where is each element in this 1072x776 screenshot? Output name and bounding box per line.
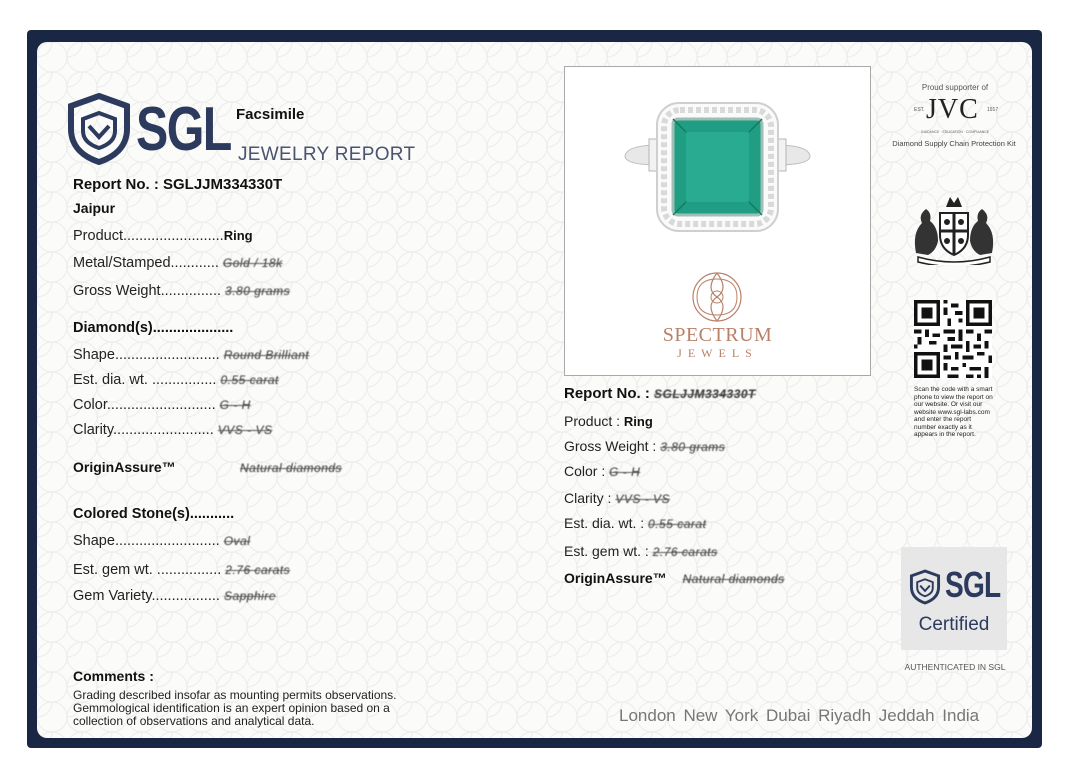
- origin-value: Natural diamonds: [240, 461, 343, 475]
- comments-line-1: Grading described insofar as mounting permits observations.: [73, 688, 397, 702]
- colored-heading-row: Colored Stone(s)...........: [73, 506, 235, 522]
- diamond-heading-row: Diamond(s)....................: [73, 320, 234, 336]
- color-label: Color: [73, 397, 107, 413]
- gross-value: 3.80 grams: [225, 284, 291, 298]
- right-report-label: Report No. :: [564, 385, 650, 402]
- authenticated-label: AUTHENTICATED IN SGL: [904, 662, 1006, 672]
- origin-value-wrap: [240, 460, 342, 476]
- gross-label: Gross Weight: [73, 283, 161, 299]
- office-cities: London New York Dubai Riyadh Jeddah India: [619, 706, 980, 725]
- proud-supporter: Proud supporter of: [921, 83, 989, 92]
- shape-label: Shape: [73, 347, 115, 363]
- cshape-label: Shape: [73, 533, 115, 549]
- jvc-year: 1917: [987, 107, 999, 113]
- right-clarity-value: VVS - VS: [615, 492, 671, 506]
- sgl-shield-icon: [66, 93, 132, 165]
- gross-row: Gross Weight............... 3.80 grams: [73, 283, 291, 299]
- jvc-caption: Diamond Supply Chain Protection Kit: [892, 139, 1016, 148]
- estdia-label: Est. dia. wt.: [73, 372, 148, 388]
- comments-title: Comments :: [73, 668, 154, 684]
- estdia-value: 0.55 carat: [220, 373, 279, 387]
- right-product-label: Product :: [564, 413, 621, 429]
- right-color-row: [564, 463, 640, 479]
- spectrum-sub: JEWELS: [677, 346, 758, 360]
- diamond-heading: Diamond(s): [73, 320, 153, 336]
- variety-value: Sapphire: [223, 589, 276, 603]
- origin-label: OriginAssure™: [73, 459, 176, 475]
- sgl-logo-text: SGL: [136, 95, 231, 164]
- variety-row: Gem Variety................. Sapphire: [73, 588, 276, 604]
- right-gross-row: [564, 438, 725, 454]
- gemwt-label: Est. gem wt.: [73, 562, 153, 578]
- variety-label: Gem Variety: [73, 588, 152, 604]
- metal-label: Metal/Stamped: [73, 255, 171, 271]
- product-value: Ring: [223, 228, 253, 243]
- sgl-certified-badge: [901, 547, 1007, 650]
- jvc-logo: JVC: [926, 94, 979, 125]
- right-report-row: [564, 385, 756, 402]
- right-estdia-label: Est. dia. wt. :: [564, 515, 645, 531]
- metal-value: Gold / 18k: [222, 256, 283, 270]
- right-origin-label: OriginAssure™: [564, 570, 667, 586]
- right-gemwt-label: Est. gem wt. :: [564, 543, 649, 559]
- right-gross-label: Gross Weight :: [564, 438, 657, 454]
- color-row: Color........................... G - H: [73, 397, 251, 413]
- product-label: Product: [73, 228, 123, 244]
- shape-value: Round Brilliant: [223, 348, 310, 362]
- right-clarity-label: Clarity :: [564, 490, 612, 506]
- right-color-value: G - H: [609, 465, 641, 479]
- shape-row: Shape.......................... Round Brilliant: [73, 347, 310, 363]
- cshape-row: Shape.......................... Oval: [73, 533, 251, 549]
- jewelry-photo: [564, 66, 871, 376]
- right-gross-value: 3.80 grams: [660, 440, 726, 454]
- spectrum-logo-icon: [680, 267, 754, 327]
- estdia-row: Est. dia. wt. ................ 0.55 carat: [73, 372, 279, 388]
- ring-icon: [565, 67, 870, 242]
- report-type: JEWELRY REPORT: [238, 144, 416, 165]
- comments-body: [73, 689, 397, 728]
- right-estdia-row: [564, 515, 706, 531]
- certified-shield-icon: [909, 568, 941, 606]
- facsimile-label: Facsimile: [236, 106, 305, 123]
- comments-line-3: collection of observations and analytical data.: [73, 714, 315, 728]
- right-product-row: [564, 413, 653, 429]
- right-product-value: Ring: [623, 414, 653, 429]
- right-color-label: Color :: [564, 463, 606, 479]
- right-estdia-value: 0.55 carat: [648, 517, 707, 531]
- gemwt-row: Est. gem wt. ................ 2.76 carats: [73, 562, 291, 578]
- spectrum-brand: SPECTRUM: [662, 324, 773, 346]
- qr-caption: Scan the code with a smart phone to view the report on our website. Or visit our website www.sgl-labs.com and enter the report number exactly as it appears in the report.: [914, 386, 993, 438]
- right-origin-value: Natural diamonds: [682, 572, 785, 586]
- colored-heading: Colored Stone(s): [73, 506, 190, 522]
- product-row: Product.........................Ring: [73, 228, 253, 244]
- right-clarity-row: [564, 490, 670, 506]
- jvc-est: EST.: [914, 107, 925, 113]
- right-gemwt-value: 2.76 carats: [652, 545, 718, 559]
- cshape-value: Oval: [223, 534, 251, 548]
- certified-brand: SGL: [945, 564, 1001, 605]
- clarity-value: VVS - VS: [217, 423, 273, 437]
- report-number: Report No. : SGLJJM334330T: [73, 176, 283, 193]
- metal-row: Metal/Stamped............ Gold / 18k: [73, 255, 283, 271]
- city: Jaipur: [73, 200, 116, 216]
- right-origin-row: [564, 570, 785, 586]
- jvc-tagline: GUIDANCE · EDUCATION · COMPLIANCE: [920, 130, 990, 134]
- right-report-value: SGLJJM334330T: [654, 387, 756, 401]
- certified-label: Certified: [918, 614, 990, 635]
- comments-line-2: Gemmological identification is an expert opinion based on a: [73, 701, 390, 715]
- gemwt-value: 2.76 carats: [225, 563, 291, 577]
- coat-of-arms-icon: [906, 193, 1002, 265]
- clarity-label: Clarity: [73, 422, 114, 438]
- right-gemwt-row: [564, 543, 718, 559]
- qr-code-icon: [914, 300, 992, 378]
- clarity-row: Clarity......................... VVS - VS: [73, 422, 273, 438]
- color-value: G - H: [219, 398, 251, 412]
